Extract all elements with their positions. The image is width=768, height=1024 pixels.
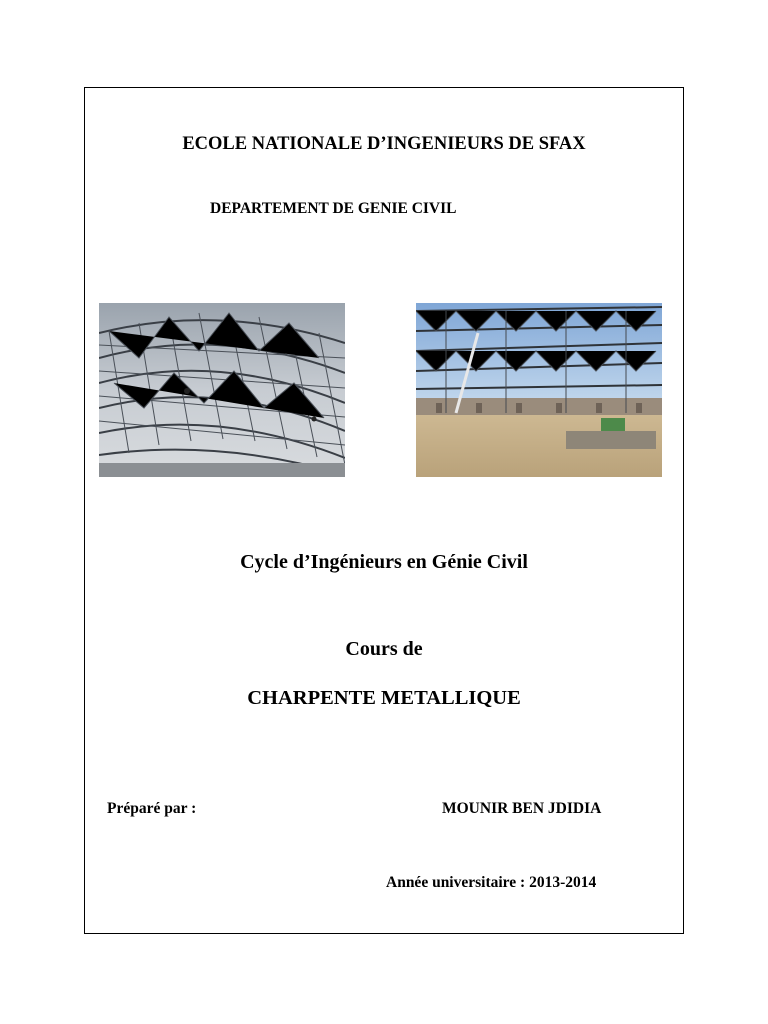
course-title: CHARPENTE METALLIQUE (247, 687, 521, 709)
department-name: DEPARTEMENT DE GENIE CIVIL (210, 200, 457, 217)
steel-frame-construction-site-photo (416, 303, 662, 477)
course-prefix: Cours de (345, 638, 423, 660)
program-title: Cycle d’Ingénieurs en Génie Civil (240, 551, 528, 573)
academic-year: Année universitaire : 2013-2014 (386, 874, 597, 891)
school-name: ECOLE NATIONALE D’INGENIEURS DE SFAX (182, 134, 586, 154)
prepared-by-label: Préparé par : (107, 800, 197, 817)
steel-roof-truss-photo (99, 303, 345, 477)
author-name: MOUNIR BEN JDIDIA (442, 800, 602, 817)
